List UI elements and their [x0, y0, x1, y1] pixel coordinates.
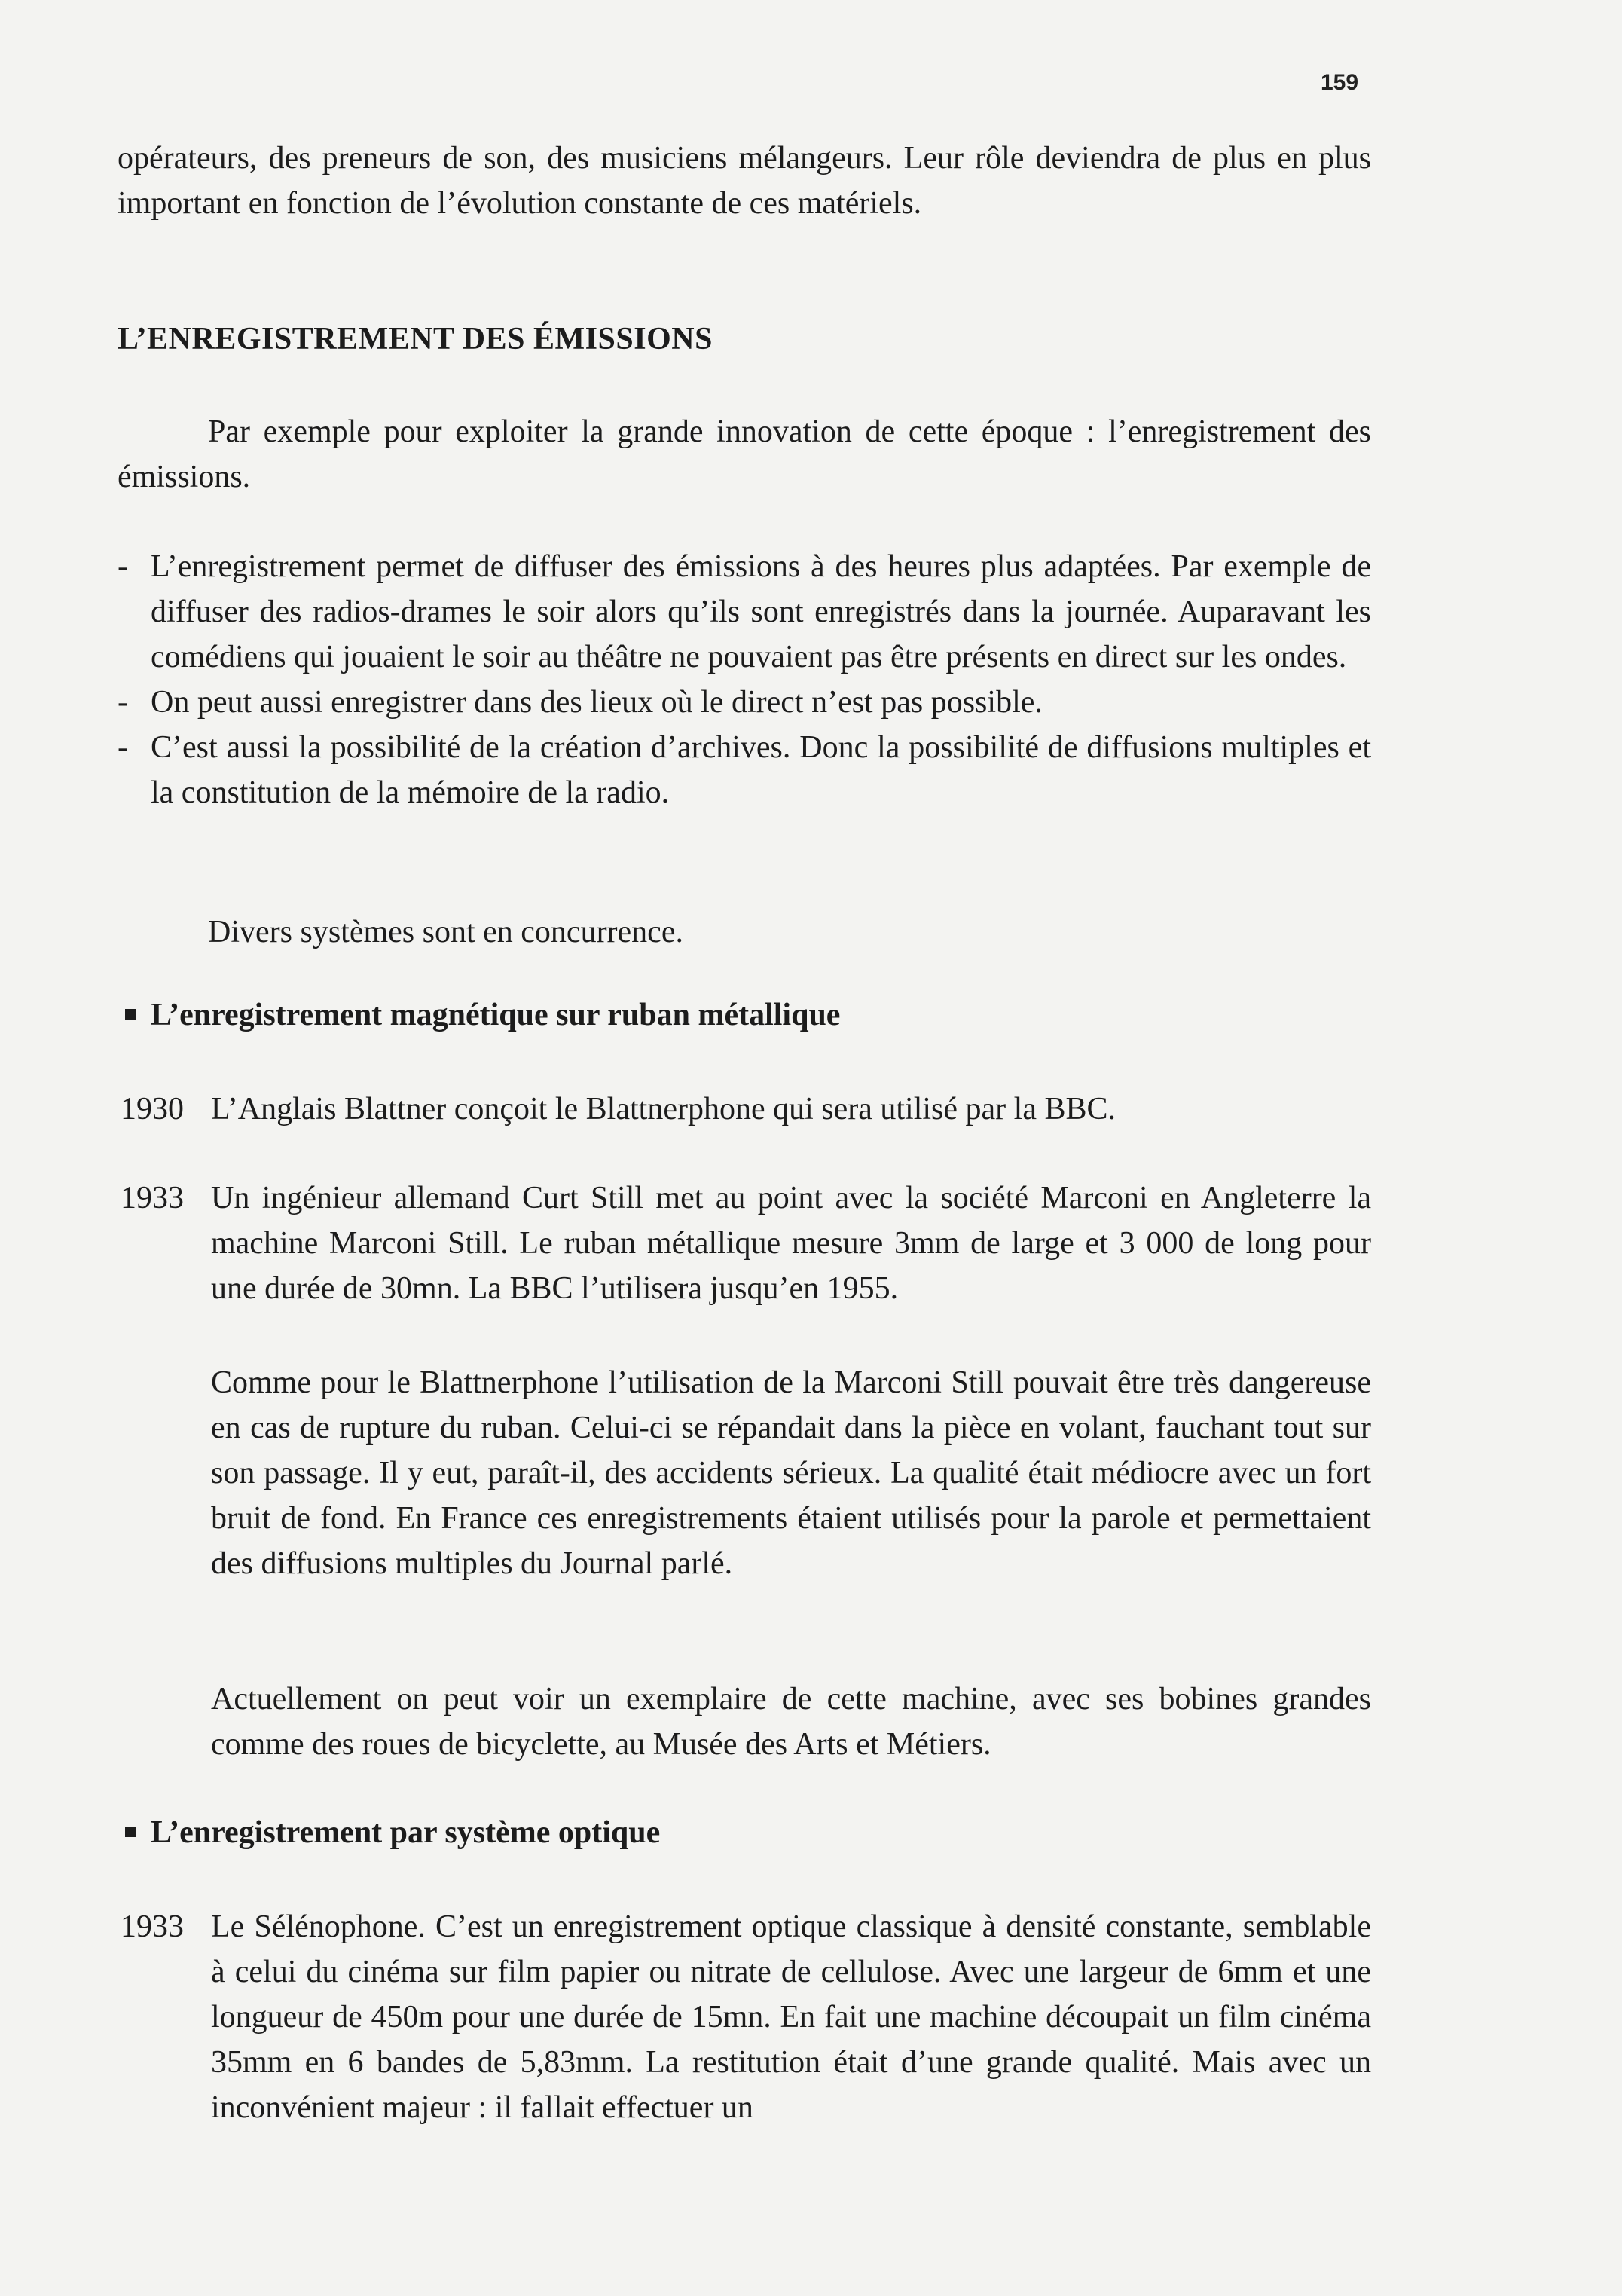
entry-text: L’Anglais Blattner conçoit le Blattnerphone qui sera utilisé par la BBC. [211, 1092, 1116, 1127]
dash-marker: - [118, 730, 128, 765]
section-title: L’ENREGISTREMENT DES ÉMISSIONS [118, 322, 713, 356]
entry-year: 1933 [121, 1909, 184, 1944]
entry-text: Le Sélénophone. C’est un enregistrement optique classique à densité constante, semblable à celui du cinéma sur film papier ou nitrate de cellulose. Avec une largeur de 6mm et une longueur de 450m pour une durée de 15mn. En fait une machine découpait un film cinéma 35mm en 6 bandes de 5,83mm. La restitution était d’une grande qualité. Mais avec un inconvénient majeur : il fallait effectuer un [211, 1909, 1371, 2125]
danger-paragraph: Comme pour le Blattnerphone l’utilisation de la Marconi Still pouvait être très dangereuse en cas de rupture du ruban. Celui-ci se répandait dans la pièce en volant, fauchant tout sur son passage. Il y eut, paraît-il, des accidents sérieux. La qualité était médiocre avec un fort bruit de fond. En France ces enregistrements étaient utilisés pour la parole et permettaient des diffusions multiples du Journal parlé. [211, 1365, 1371, 1581]
advantages-list [113, 544, 1371, 815]
museum-paragraph: Actuellement on peut voir un exemplaire de cette machine, avec ses bobines grandes comme des roues de bicyclette, au Musée des Arts et Métiers. [211, 1682, 1371, 1762]
entry-text: Un ingénieur allemand Curt Still met au point avec la société Marconi en Angleterre la machine Marconi Still. Le ruban métallique mesure 3mm de large et 3 000 de long pour une durée de 30mn. La BBC l’utilisera jusqu’en 1955. [211, 1181, 1371, 1306]
list-item-text: L’enregistrement permet de diffuser des émissions à des heures plus adaptées. Par exemple de diffuser des radios-drames le soir alors qu’ils sont enregistrés dans la journée. Auparavant les comédiens qui jouaient le soir au théâtre ne pouvaient pas être présents en direct sur les ondes. [151, 549, 1371, 674]
section-intro-paragraph: Par exemple pour exploiter la grande innovation de cette époque : l’enregistrement des émissions. [118, 414, 1371, 494]
list-item-text: C’est aussi la possibilité de la création d’archives. Donc la possibilité de diffusions multiples et la constitution de la mémoire de la radio. [151, 730, 1371, 810]
entry-year: 1930 [121, 1092, 184, 1127]
list-item-text: On peut aussi enregistrer dans des lieux où le direct n’est pas possible. [151, 685, 1043, 720]
systems-intro-paragraph: Divers systèmes sont en concurrence. [208, 915, 683, 949]
dated-entry-1933-marconi [121, 1176, 1371, 1311]
dated-entry-1933-selenophone [121, 1904, 1371, 2130]
intro-paragraph: opérateurs, des preneurs de son, des musiciens mélangeurs. Leur rôle deviendra de plus en plus important en fonction de l’évolution constante de ces matériels. [118, 141, 1371, 221]
square-bullet-icon [125, 1009, 136, 1020]
subsection-title-optical [125, 1814, 660, 1851]
subsection-title-text: L’enregistrement magnétique sur ruban métallique [151, 998, 841, 1032]
page-number: 159 [1321, 70, 1359, 95]
subsection-title-text: L’enregistrement par système optique [151, 1815, 661, 1850]
subsection-title-magnetic [125, 997, 840, 1033]
dash-marker: - [118, 549, 128, 584]
dash-marker: - [118, 685, 128, 720]
list-item [113, 680, 1371, 725]
list-item [113, 544, 1371, 680]
dated-entry-1930 [121, 1087, 1371, 1132]
square-bullet-icon [125, 1827, 136, 1837]
entry-year: 1933 [121, 1181, 184, 1215]
list-item [113, 725, 1371, 815]
